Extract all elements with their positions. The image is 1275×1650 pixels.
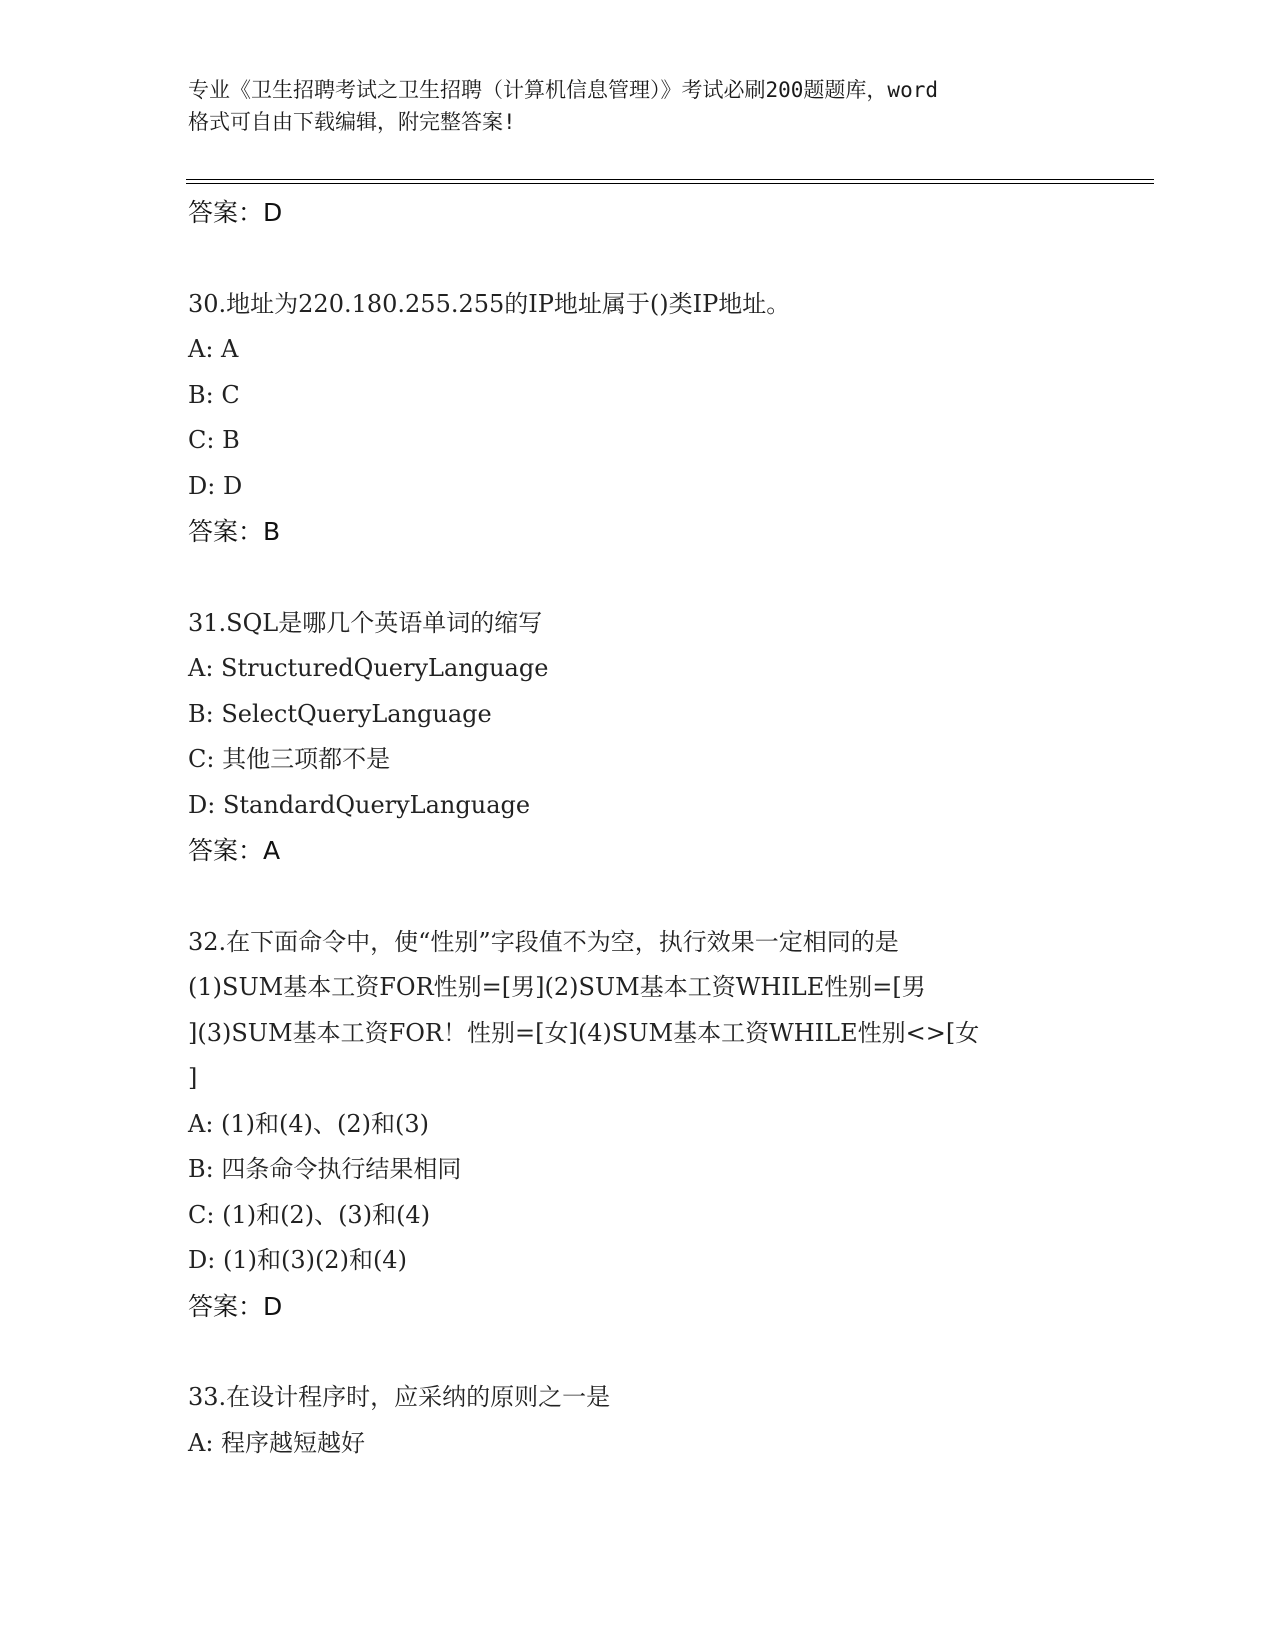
option-a: A: 程序越短越好 xyxy=(188,1428,366,1457)
question-stem: 33.在设计程序时，应采纳的原则之一是 xyxy=(188,1383,611,1411)
answer-30: 答案：B xyxy=(188,517,281,546)
question-content xyxy=(188,190,1148,1466)
question-block-31 xyxy=(188,601,1148,874)
option-a: A: (1)和(4)、(2)和(3) xyxy=(188,1109,430,1138)
spacer xyxy=(188,1329,1148,1375)
option-a: A: A xyxy=(188,335,239,363)
header-line-2: 格式可自由下载编辑，附完整答案! xyxy=(188,110,516,134)
header-line-1: 专业《卫生招聘考试之卫生招聘（计算机信息管理）》考试必刷200题题库，word xyxy=(188,78,938,102)
option-c: C: B xyxy=(188,426,240,454)
header-divider-bottom xyxy=(186,183,1154,184)
option-a: A: StructuredQueryLanguage xyxy=(188,654,549,682)
answer-32: 答案：D xyxy=(188,1291,283,1321)
option-d: D: D xyxy=(188,471,243,500)
option-c: C: 其他三项都不是 xyxy=(188,745,391,773)
question-stem-line-3: ](3)SUM基本工资FOR！性别=[女](4)SUM基本工资WHILE性别<>[女 xyxy=(188,1018,980,1047)
question-stem-line-1: 32.在下面命令中，使“性别”字段值不为空，执行效果一定相同的是 xyxy=(188,927,899,956)
question-block-33 xyxy=(188,1375,1148,1466)
option-b: B: C xyxy=(188,380,240,409)
question-stem-line-4: ] xyxy=(188,1064,198,1092)
spacer xyxy=(188,236,1148,282)
option-c: C: (1)和(2)、(3)和(4) xyxy=(188,1200,431,1229)
document-header xyxy=(188,74,1088,138)
answer-29: 答案：D xyxy=(188,198,283,227)
header-divider-top xyxy=(186,179,1154,180)
option-d: D: (1)和(3)(2)和(4) xyxy=(188,1246,407,1274)
option-b: B: 四条命令执行结果相同 xyxy=(188,1155,462,1183)
question-block-32 xyxy=(188,920,1148,1330)
spacer xyxy=(188,555,1148,601)
question-stem: 30.地址为220.180.255.255的IP地址属于()类IP地址。 xyxy=(188,289,791,318)
question-stem-line-2: (1)SUM基本工资FOR性别=[男](2)SUM基本工资WHILE性别=[男 xyxy=(188,973,926,1001)
option-b: B: SelectQueryLanguage xyxy=(188,699,492,728)
answer-31: 答案：A xyxy=(188,836,281,865)
spacer xyxy=(188,874,1148,920)
question-block-30 xyxy=(188,282,1148,555)
question-stem: 31.SQL是哪几个英语单词的缩写 xyxy=(188,608,543,637)
option-d: D: StandardQueryLanguage xyxy=(188,790,531,819)
